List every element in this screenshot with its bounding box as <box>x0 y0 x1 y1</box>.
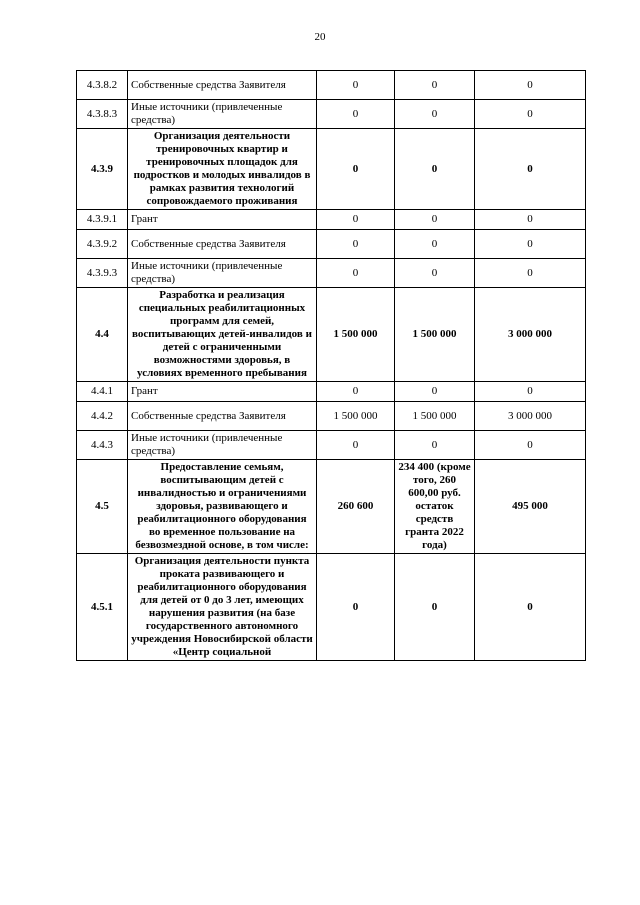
value-col-3: 0 <box>475 554 586 661</box>
value-col-3: 0 <box>475 71 586 100</box>
item-number: 4.4.2 <box>77 402 128 431</box>
value-col-2: 0 <box>395 431 475 460</box>
item-name: Предоставление семьям, воспитывающим детей с инвалидностью и ограничениями здоровья, развивающего и реабилитационного оборудования во временное пользование на безвозмездной основе, в том числе: <box>128 460 317 554</box>
value-col-3: 0 <box>475 129 586 210</box>
value-col-3: 0 <box>475 431 586 460</box>
value-col-1: 0 <box>317 431 395 460</box>
value-col-1: 260 600 <box>317 460 395 554</box>
value-col-1: 0 <box>317 230 395 259</box>
value-col-2: 234 400 (кроме того, 260 600,00 руб. остаток средств гранта 2022 года) <box>395 460 475 554</box>
table-row <box>77 460 586 554</box>
value-col-1: 0 <box>317 100 395 129</box>
item-name: Организация деятельности тренировочных квартир и тренировочных площадок для подростков и молодых инвалидов в рамках развития технологий сопровождаемого проживания <box>128 129 317 210</box>
item-name: Грант <box>128 382 317 402</box>
value-col-1: 0 <box>317 554 395 661</box>
value-col-3: 0 <box>475 210 586 230</box>
item-name: Разработка и реализация специальных реабилитационных программ для семей, воспитывающих детей-инвалидов и детей с ограниченными возможностями здоровья, в условиях временного пребывания <box>128 288 317 382</box>
page-number: 20 <box>314 31 326 43</box>
item-number: 4.3.8.2 <box>77 71 128 100</box>
value-col-3: 0 <box>475 382 586 402</box>
item-number: 4.4.3 <box>77 431 128 460</box>
table-row <box>77 431 586 460</box>
value-col-1: 0 <box>317 129 395 210</box>
item-number: 4.3.9.2 <box>77 230 128 259</box>
budget-table <box>76 70 586 661</box>
value-col-1: 0 <box>317 259 395 288</box>
item-name: Грант <box>128 210 317 230</box>
table-row <box>77 129 586 210</box>
value-col-2: 0 <box>395 259 475 288</box>
table-row <box>77 402 586 431</box>
item-name: Иные источники (привлеченные средства) <box>128 431 317 460</box>
value-col-2: 0 <box>395 100 475 129</box>
value-col-1: 0 <box>317 382 395 402</box>
item-number: 4.5.1 <box>77 554 128 661</box>
item-number: 4.4.1 <box>77 382 128 402</box>
item-number: 4.3.8.3 <box>77 100 128 129</box>
item-name: Собственные средства Заявителя <box>128 402 317 431</box>
table-row <box>77 100 586 129</box>
value-col-2: 0 <box>395 554 475 661</box>
item-number: 4.5 <box>77 460 128 554</box>
value-col-2: 0 <box>395 382 475 402</box>
value-col-3: 0 <box>475 259 586 288</box>
value-col-1: 1 500 000 <box>317 402 395 431</box>
value-col-2: 1 500 000 <box>395 288 475 382</box>
value-col-2: 1 500 000 <box>395 402 475 431</box>
item-number: 4.3.9.1 <box>77 210 128 230</box>
table-row <box>77 230 586 259</box>
item-name: Иные источники (привлеченные средства) <box>128 100 317 129</box>
value-col-2: 0 <box>395 210 475 230</box>
value-col-1: 1 500 000 <box>317 288 395 382</box>
value-col-2: 0 <box>395 129 475 210</box>
item-name: Собственные средства Заявителя <box>128 230 317 259</box>
value-col-3: 495 000 <box>475 460 586 554</box>
table-row <box>77 259 586 288</box>
item-name: Организация деятельности пункта проката развивающего и реабилитационного оборудования для детей от 0 до 3 лет, имеющих нарушения развития (на базе государственного автономного учреждения Новосибирской области «Центр социальной <box>128 554 317 661</box>
table-row <box>77 382 586 402</box>
value-col-1: 0 <box>317 71 395 100</box>
table-row <box>77 288 586 382</box>
value-col-3: 0 <box>475 230 586 259</box>
item-number: 4.3.9.3 <box>77 259 128 288</box>
value-col-2: 0 <box>395 71 475 100</box>
value-col-1: 0 <box>317 210 395 230</box>
table-row <box>77 210 586 230</box>
value-col-3: 0 <box>475 100 586 129</box>
item-name: Собственные средства Заявителя <box>128 71 317 100</box>
item-number: 4.3.9 <box>77 129 128 210</box>
budget-table-body <box>77 71 586 661</box>
item-number: 4.4 <box>77 288 128 382</box>
table-row <box>77 554 586 661</box>
value-col-2: 0 <box>395 230 475 259</box>
value-col-3: 3 000 000 <box>475 402 586 431</box>
table-row <box>77 71 586 100</box>
value-col-3: 3 000 000 <box>475 288 586 382</box>
item-name: Иные источники (привлеченные средства) <box>128 259 317 288</box>
